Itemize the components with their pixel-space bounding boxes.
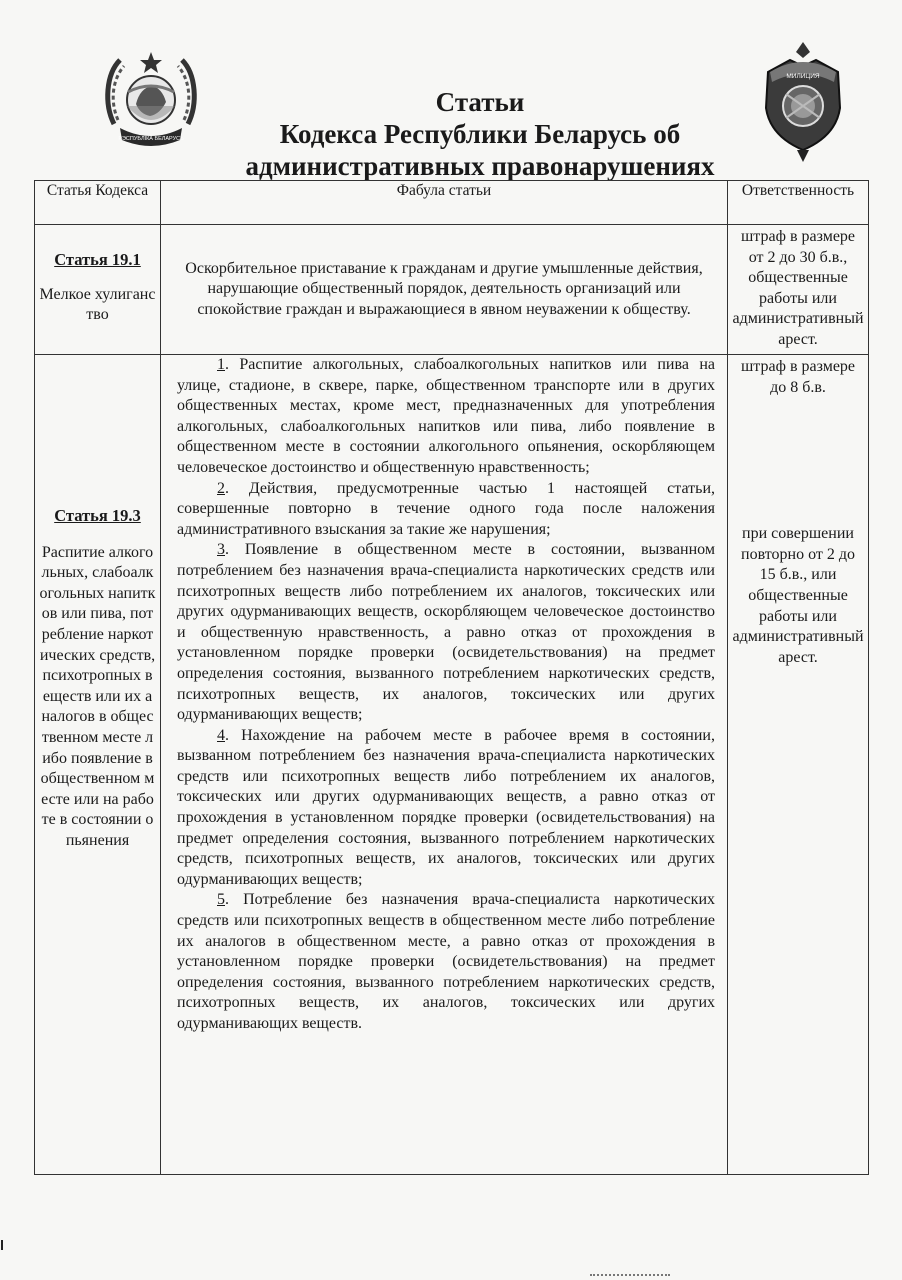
scan-artifact	[590, 1274, 670, 1280]
plot-cell: Оскорбительное приставание к гражданам и другие умышленные действия, нарушающие общественный порядок, деятельность организаций или спокойствие граждан и выражающиеся в явном неуважении к обществу.	[161, 225, 728, 355]
liability-repeat: при совершении повторно от 2 до 15 б.в., или общественные работы или административный арест.	[732, 525, 864, 666]
title-line-1: Статьи	[435, 87, 525, 117]
svg-text:РЭСПУБЛІКА БЕЛАРУСЬ: РЭСПУБЛІКА БЕЛАРУСЬ	[118, 136, 184, 142]
article-part-2: 2. Действия, предусмотренные частью 1 настоящей статьи, совершенные повторно в течение одного года после наложения административного взыскания за такие же нарушения;	[177, 479, 715, 538]
table-header-row	[35, 181, 869, 225]
header-article: Статья Кодекса	[35, 181, 161, 225]
liability-cell: штраф в размере от 2 до 30 б.в., общественные работы или административный арест.	[728, 225, 869, 355]
plot-cell	[161, 355, 728, 1175]
liability-cell	[728, 355, 869, 1175]
belarus-coat-of-arms-icon	[100, 44, 202, 150]
article-title: Мелкое хулиганство	[39, 285, 156, 324]
article-number: Статья 19.3	[54, 506, 141, 525]
header-plot: Фабула статьи	[161, 181, 728, 225]
article-part-3: 3. Появление в общественном месте в состоянии, вызванном потреблением без назначения врача-специалиста наркотических средств или психотропных веществ либо потреблением их аналогов, токсических или других одурманивающих веществ, оскорбляющем человеческое достоинство и общественную нравственность, а равно отказ от прохождения в установленном порядке проверки (освидетельствования) на предмет определения состояния, вызванного потреблением наркотических средств, психотропных веществ, их аналогов, токсических или других одурманивающих веществ;	[177, 541, 715, 724]
articles-table	[34, 180, 869, 1175]
article-number: Статья 19.1	[54, 250, 141, 269]
article-title: Распитие алкогольных, слабоалкогольных напитков или пива, потребление наркотических средств, психотропных веществ или их аналогов в общественном месте либо появление в общественном месте или на работе в состоянии опьянения	[39, 543, 156, 849]
svg-text:МИЛИЦИЯ: МИЛИЦИЯ	[786, 73, 820, 80]
article-part-5: 5. Потребление без назначения врача-специалиста наркотических средств или психотропных веществ в общественном месте либо потребление их аналогов в общественном месте, а равно отказ от прохождения в установленном порядке проверки (освидетельствования) на предмет определения состояния, вызванного потреблением наркотических средств, психотропных веществ, их аналогов, токсических или других одурманивающих веществ.	[177, 891, 715, 1032]
header-liability: Ответственность	[728, 181, 869, 225]
title-line-2: Кодекса Республики Беларусь об	[279, 119, 681, 149]
article-cell	[35, 355, 161, 1175]
article-part-1: 1. Распитие алкогольных, слабоалкогольных напитков или пива на улице, стадионе, в сквере, парке, общественном транспорте или в других общественных местах, кроме мест, предназначенных для употребления алкогольных, слабоалкогольных напитков или пива, либо появление в общественном месте в состоянии алкогольного опьянения, оскорбляющем человеческое достоинство и общественную нравственность;	[177, 356, 715, 476]
table-row	[35, 355, 869, 1175]
article-cell	[35, 225, 161, 355]
title-line-3: административных правонарушениях	[245, 151, 715, 181]
police-shield-badge-icon	[760, 38, 846, 164]
document-title	[230, 86, 730, 182]
scan-artifact	[1, 1240, 3, 1250]
article-part-4: 4. Нахождение на рабочем месте в рабочее время в состоянии, вызванном потреблением без назначения врача-специалиста наркотических средств или психотропных веществ либо потреблением их аналогов, токсических или других одурманивающих веществ, а равно отказ от прохождения в установленном порядке проверки (освидетельствования) на предмет определения состояния, вызванного потреблением наркотических средств, психотропных веществ, их аналогов, токсических или других одурманивающих веществ;	[177, 726, 715, 888]
table-row	[35, 225, 869, 355]
liability-part-1: штраф в размере до 8 б.в.	[740, 358, 856, 396]
